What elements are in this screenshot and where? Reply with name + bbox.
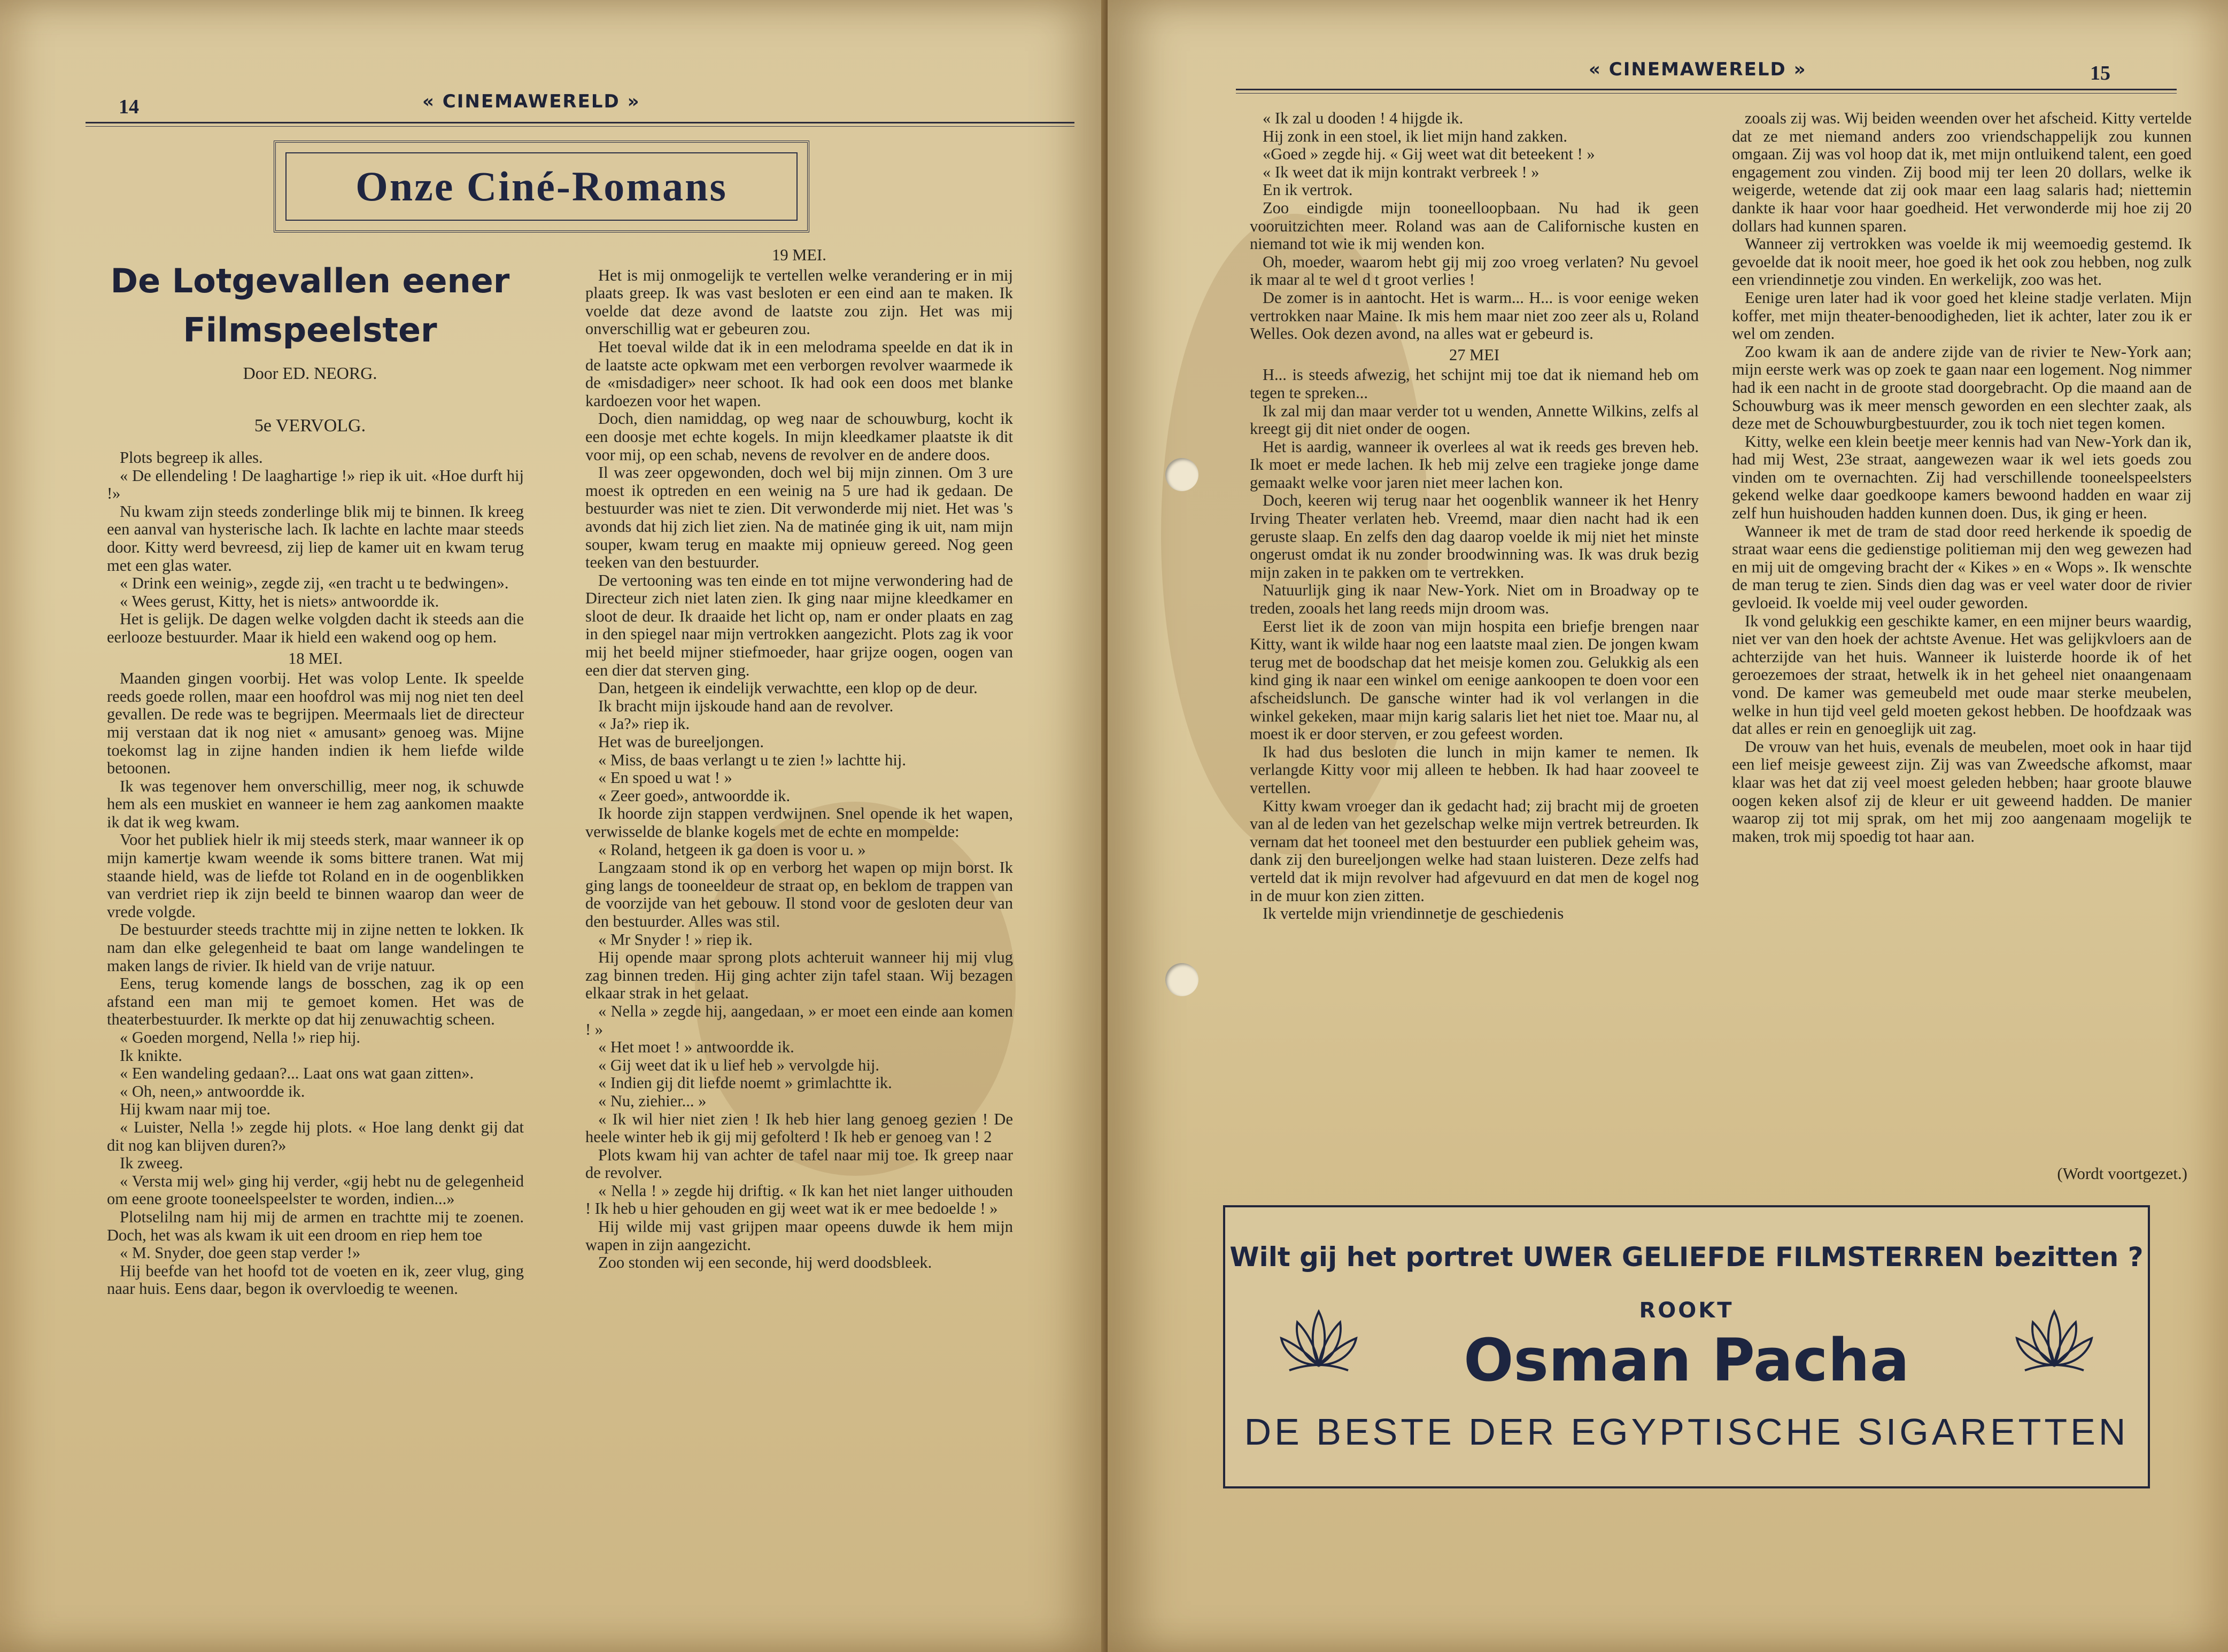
series-title: Onze Ciné-Romans	[355, 163, 728, 210]
paragraph: Hij kwam naar mij toe.	[120, 1100, 271, 1119]
paragraph: « Nella » zegde hij, aangedaan, » er moet een einde aan komen ! »	[585, 1002, 1013, 1038]
paragraph: Il was zeer opgewonden, doch wel bij mijn zinnen. Om 3 ure moest ik optreden en een weinig na 5 ure had ik gedaan. De bestuurder was niet te zien. Dit verwonderde mij niet. Het was 's avonds dat hij zich liet zien. Na de matinée ging ik uit, nam mijn souper, kwam terug en maakte mij opnieuw gereed. Nog geen teeken van den bestuurder.	[585, 463, 1013, 572]
paragraph: « Gij weet dat ik u lief heb » vervolgde hij.	[598, 1056, 879, 1074]
paragraph: « Versta mij wel» ging hij verder, «gij hebt nu de gelegenheid om eene groote tooneelspeelster te worden, indien...»	[107, 1172, 524, 1208]
paragraph: Ik had dus besloten die lunch in mijn kamer te nemen. Ik verlangde Kitty voor mij alleen te hebben. Ik had haar zooveel te vertellen.	[1250, 742, 1699, 797]
paragraph: « De ellendeling ! De laaghartige !» riep ik uit. «Hoe durft hij !»	[107, 466, 524, 503]
text-column-1	[107, 449, 524, 1555]
paragraph: Ik vond gelukkig een geschikte kamer, en een mijner beurs waardig, niet ver van den hoek der achtste Avenue. Het was gelijkvloers aan de achterzijde van het huis. Wanneer ik luisterde hoorde ik of het geroezemoes der straat, hetwelk ik in het geheel niet onaangenaam vond. De kamer was gemeubeld met oude maar sterke meubelen, welke in hun tijd veel geld moeten gekost hebben. De hoofdzaak was dat alles er rein en genoeglijk uit zag.	[1732, 611, 2192, 738]
left-page	[0, 0, 1108, 1652]
paragraph: « Ik weet dat ik mijn kontrakt verbreek ! »	[1263, 162, 1540, 181]
paragraph: Hij opende maar sprong plots achteruit wanneer hij mij vlug zag binnen treden. Hij ging achter zijn tafel staan. Wij bezagen elkaar strak in het gelaat.	[585, 948, 1013, 1003]
paragraph: Maanden gingen voorbij. Het was volop Lente. Ik speelde reeds goede rollen, maar een hoofdrol was mij nog niet ten deel gevallen. De rede was te begrijpen. Meermaals liet de directeur mij verstaan dat ik nog niet « amusant» genoeg was. Mijne toekomst lag in zijne handen indien ik hem liefde wilde betoonen.	[107, 669, 524, 778]
paragraph: De zomer is in aantocht. Het is warm... H... is voor eenige weken vertrokken naar Maine. Ik mis hem maar niet zoo zeer als u, Roland Welles. Ook dezen avond, na alles wat er gebeurd is.	[1250, 288, 1699, 343]
paragraph: « Ja?» riep ik.	[598, 715, 690, 733]
paragraph: « Drink een weinig», zegde zij, «en tracht u te bedwingen».	[120, 574, 509, 593]
running-head: « CINEMAWERELD »	[422, 91, 640, 112]
cigarette-advertisement	[1223, 1205, 2150, 1488]
paragraph: Het toeval wilde dat ik in een melodrama speelde en dat ik in de laatste acte opkwam met een verborgen revolver waarmede ik de «misdadiger» neer schoot. Ik had ook een doos met blanke kardoezen voor het wapen.	[585, 337, 1013, 410]
text-column-2	[585, 243, 1013, 1558]
binding-hole	[1165, 458, 1198, 491]
paragraph: « Wees gerust, Kitty, het is niets» antwoordde ik.	[120, 592, 439, 610]
paragraph: Doch, keeren wij terug naar het oogenblik wanneer ik het Henry Irving Theater verlaten heb. Vreemd, maar dien nacht had ik een geruste slaap. En zelfs den dag daarop voelde ik mij niet het minste ongerust omdat ik nu zonder broodwinning was. Ik was druk bezig mijn zaken in te pakken om te vertrekken.	[1250, 491, 1699, 581]
page-number: 14	[119, 96, 139, 118]
paragraph: «Goed » zegde hij. « Gij weet wat dit beteekent ! »	[1263, 145, 1595, 164]
paragraph: Hij zonk in een stoel, ik liet mijn hand zakken.	[1263, 127, 1568, 145]
story-title-line: De Lotgevallen eener	[110, 261, 510, 300]
ad-slogan: DE BESTE DER EGYPTISCHE SIGARETTEN	[1244, 1411, 2129, 1453]
paragraph: « Oh, neen,» antwoordde ik.	[120, 1082, 305, 1100]
page-number: 15	[2090, 62, 2110, 84]
paragraph: Plots begreep ik alles.	[120, 448, 263, 467]
paragraph: zooals zij was. Wij beiden weenden over het afscheid. Kitty vertelde dat ze met niemand anders zoo vriendschappelijk zou kunnen omgaan. Zij was vol hoop dat ik, met mijn ontluikend talent, een goed engagement zou vinden. Zij bood mij ter leen 20 dollars, welke ik weigerde, wetende dat zij ook maar een laag salaris had; niettemin dankte ik haar voor haar goedheid. Het verwonderde mij hoe zij 20 dollars had kunnen sparen.	[1732, 109, 2192, 235]
paragraph: Oh, moeder, waarom hebt gij mij zoo vroeg verlaten? Nu gevoel ik maar al te wel d t groot verlies !	[1250, 252, 1699, 289]
header-rule-thin	[86, 126, 1074, 127]
paragraph: De vertooning was ten einde en tot mijne verwondering had de Directeur zich niet laten zien. Ik ging naar mijne kleedkamer en sloot de deur. Ik draaide het licht op, nam er onder plaats en zag in den spiegel naar mijn vertrokken aangezicht. Plots zag ik voor mij het beeld mijner stiefmoeder, haar grijze oogen, oogen van een dier dat sterven ging.	[585, 571, 1013, 679]
paragraph: « Luister, Nella !» zegde hij plots. « Hoe lang denkt gij dat dit nog kan blijven duren?»	[107, 1118, 524, 1154]
running-head: « CINEMAWERELD »	[1589, 59, 1807, 80]
paragraph: En ik vertrok.	[1263, 181, 1353, 199]
paragraph: « En spoed u wat ! »	[598, 769, 732, 787]
diary-date: 27 MEI	[1449, 345, 1500, 364]
binding-hole	[1165, 963, 1198, 996]
paragraph: Nu kwam zijn steeds zonderlinge blik mij te binnen. Ik kreeg een aanval van hysterische lach. Ik lachte en lachte maar steeds door. Kitty werd bevreesd, zij liep de kamer uit en kwam terug met een glas water.	[107, 502, 524, 575]
paragraph: Het is mij onmogelijk te vertellen welke verandering er in mij plaats greep. Ik was vast besloten er een eind aan te maken. Ik voelde dat deze avond de laatste zou zijn. Het was mij onverschillig wat er gebeuren zou.	[585, 266, 1013, 338]
header-rule	[86, 122, 1074, 123]
paragraph: « Nella ! » zegde hij driftig. « Ik kan het niet langer uithouden ! Ik heb u hier gehouden en gij weet wat ik er mee bedoelde ! »	[585, 1181, 1013, 1218]
paragraph: Natuurlijk ging ik naar New-York. Niet om in Broadway op te treden, zooals het lang reeds mijn droom was.	[1250, 581, 1699, 618]
paragraph: De vrouw van het huis, evenals de meubelen, moet ook in haar tijd een lief meisje geweest zijn. Zij was van Zweedsche afkomst, maar klaar was het dat zij veel moest geleden hebben; haar groote blauwe oogen keken alsof zij de kleur er uit geweend hadden. De manier waarop zij tot mij sprak, om het mij zoo aangenaam mogelijk te maken, trok mij spoedig tot haar aan.	[1732, 737, 2192, 846]
paragraph: Eens, terug komende langs de bosschen, zag ik op een afstand een man mij te gemoet komen. Het was de theaterbestuurder. Ik merkte op dat hij zenuwachtig scheen.	[107, 974, 524, 1029]
paragraph: Ik knikte.	[120, 1046, 182, 1065]
paragraph: « Roland, hetgeen ik ga doen is voor u. »	[598, 840, 866, 859]
paragraph: Ik zweeg.	[120, 1154, 183, 1173]
paragraph: Eenige uren later had ik voor goed het kleine stadje verlaten. Mijn koffer, met mijn theater-benoodigheden, liet ik achter, later zou ik er wel om zenden.	[1732, 288, 2192, 343]
paragraph: De bestuurder steeds trachtte mij in zijne netten te lokken. Ik nam dan elke gelegenheid te baat om lange wandelingen te maken langs de rivier. Ik hield van de vrije natuur.	[107, 920, 524, 975]
paragraph: H... is steeds afwezig, het schijnt mij toe dat ik niemand heb om tegen te spreken...	[1250, 366, 1699, 402]
paragraph: Ik zal mij dan maar verder tot u wenden, Annette Wilkins, zelfs al kreegt gij dit niet onder de oogen.	[1250, 401, 1699, 438]
ad-smoke-label: ROOKT	[1639, 1298, 1734, 1323]
paragraph: « M. Snyder, doe geen stap verder !»	[120, 1244, 361, 1262]
paragraph: « Ik wil hier niet zien ! Ik heb hier lang genoeg gezien ! De heele winter heb ik gij mij gefolterd ! Ik heb er genoeg van ! 2	[585, 1110, 1013, 1146]
sequel-label: 5e VERVOLG.	[254, 416, 366, 436]
paragraph: Kitty kwam vroeger dan ik gedacht had; zij bracht mij de groeten van al de leden van het gezelschap welke mijn vertrek betreurden. Ik vernam dat het tooneel met den bestuurder een publiek geheim was, dank zij den bureeljongen welke had staan luisteren. Deze zelfs had verteld dat ik mijn revolver had afgevuurd en dat men de kogel nog in de muur kon zien zitten.	[1250, 796, 1699, 905]
paragraph: Hij wilde mij vast grijpen maar opeens duwde ik hem mijn wapen in zijn aangezicht.	[585, 1217, 1013, 1254]
paragraph: Het is gelijk. De dagen welke volgden dacht ik steeds aan die eerlooze bestuurder. Maar ik hield een wakend oog op hem.	[107, 610, 524, 646]
byline: Door ED. NEORG.	[243, 363, 377, 383]
text-column-4	[1732, 110, 2192, 1157]
paragraph: Eerst liet ik de zoon van mijn hospita een briefje brengen naar Kitty, want ik wilde haar nog een laatste maal zien. De jongen kwam terug met de boodschap dat het meisje komen zou. Gelukkig als een kind ging ik naar een winkel om eenige aankoopen te doen voor een afscheidslunch. De gansche winter had ik vol verlangen in die winkel gekeken, maar mijn karig salaris liet het niet toe. Maar nu, al moest ik er door sterven, er zou gefeest worden.	[1250, 617, 1699, 743]
paragraph: Wanneer zij vertrokken was voelde ik mij weemoedig gestemd. Ik gevoelde dat ik nooit meer, hoe goed ik het ook zou hebben, nog zulk een vriendinnetje zou vinden. En werkelijk, zoo was het.	[1732, 235, 2192, 289]
paragraph: Voor het publiek hielr ik mij steeds sterk, maar wanneer ik op mijn kamertje kwam weende ik soms bittere tranen. Wat mij staande hield, was de liefde tot Roland en in de oogenblikken van verdriet riep ik zijn beeld te binnen waarop dan weer de vrede volgde.	[107, 831, 524, 921]
paragraph: Ik bracht mijn ijskoude hand aan de revolver.	[598, 696, 894, 715]
continued-note: (Wordt voortgezet.)	[2057, 1164, 2187, 1183]
paragraph: « Nu, ziehier... »	[598, 1091, 707, 1110]
story-title-line: Filmspeelster	[183, 311, 437, 350]
header-rule	[1236, 89, 2177, 90]
diary-date: 19 MEI.	[772, 246, 826, 264]
ad-brand-name: Osman Pacha	[1463, 1326, 1910, 1394]
paragraph: « Het moet ! » antwoordde ik.	[598, 1038, 794, 1057]
paragraph: Kitty, welke een klein beetje meer kennis had van New-York dan ik, had mij West, 23e straat, aangewezen waar ik wel iets goeds zou vinden om te overnachten. Zij had verschillende tooneelspeelsters gekend welke daar goedkoope kamers bewoond hadden en waar zij zelf hun huishouden hadden kunnen doen. Dus, ik ging er heen.	[1732, 432, 2192, 523]
paragraph: Plots kwam hij van achter de tafel naar mij toe. Ik greep naar de revolver.	[585, 1145, 1013, 1182]
paragraph: Het is aardig, wanneer ik overlees al wat ik reeds ges breven heb. Ik moet er mede lachen. Ik heb mij zelve een tragieke jonge dame gemaakt welke voor jaren niet meer lachen kon.	[1250, 437, 1699, 492]
text-column-3	[1250, 110, 1699, 1184]
paragraph: Dan, hetgeen ik eindelijk verwachtte, een klop op de deur.	[598, 679, 978, 697]
paragraph: Zoo stonden wij een seconde, hij werd doodsbleek.	[598, 1253, 932, 1272]
series-title-box	[274, 141, 809, 232]
paragraph: Zoo eindigde mijn tooneelloopbaan. Nu had ik geen vooruitzichten meer. Roland was aan de Californische kusten en niemand tot wie ik mij wenden kon.	[1250, 198, 1699, 253]
paragraph: « Ik zal u dooden ! 4 hijgde ik.	[1263, 109, 1464, 127]
paragraph: « Mr Snyder ! » riep ik.	[598, 930, 753, 949]
header-rule-thin	[1236, 93, 2177, 94]
paragraph: Langzaam stond ik op en verborg het wapen op mijn borst. Ik ging langs de tooneeldeur de straat op, en beklom de trappen van de voorzijde van het gebouw. Il stond voor de gesloten deur van den bestuurder. Alles was stil.	[585, 858, 1013, 930]
paragraph: Hij beefde van het hoofd tot de voeten en ik, zeer vlug, ging naar huis. Eens daar, begon ik overvloedig te weenen.	[107, 1261, 524, 1298]
story-title	[107, 257, 513, 355]
paragraph: Ik hoorde zijn stappen verdwijnen. Snel opende ik het wapen, verwisselde de blanke kogels met de echte en mompelde:	[585, 804, 1013, 841]
diary-date: 18 MEI.	[288, 649, 343, 668]
paragraph: Wanneer ik met de tram de stad door reed herkende ik spoedig de straat waar eens die gedienstige politieman mij den weg gewezen had en mij uit de omgeving bracht der « Kikes » en « Wops ». Ik wenschte de man terug te zien. Sinds dien dag was er veel water door de rivier gevloeid. Ik voelde mij veel ouder geworden.	[1732, 522, 2192, 612]
ad-headline: Wilt gij het portret UWER GELIEFDE FILMSTERREN bezitten ?	[1229, 1242, 2144, 1273]
paragraph: « Een wandeling gedaan?... Laat ons wat gaan zitten».	[120, 1064, 474, 1083]
paragraph: Ik was tegenover hem onverschillig, meer nog, ik schuwde hem als een muskiet en wanneer ie hem zag aankomen maakte ik dat ik weg kwam.	[107, 777, 524, 831]
paragraph: « Miss, de baas verlangt u te zien !» lachtte hij.	[598, 750, 906, 769]
paragraph: Zoo kwam ik aan de andere zijde van de rivier te New-York aan; mijn eerste werk was op zoek te gaan naar een logement. Nog nimmer had ik een nacht in de groote stad doorgebracht. Op die maand aan de Schouwburg was ik meer mensch geworden en een slechter zaak, als deze met de Schouwburgbestuurder, zou ik toch niet tegen komen.	[1732, 342, 2192, 433]
paragraph: « Zeer goed», antwoordde ik.	[598, 786, 791, 805]
paragraph: Ik vertelde mijn vriendinnetje de geschiedenis	[1263, 904, 1564, 923]
paragraph: Doch, dien namiddag, op weg naar de schouwburg, kocht ik een doosje met echte kogels. In mijn kleedkamer plaatste ik dit voor mij, op een schab, nevens de revolver en de andere doos.	[585, 409, 1013, 464]
paragraph: Plotselilng nam hij mij de armen en trachtte mij te zoenen. Doch, het was als kwam ik uit een droom en riep hem toe	[107, 1207, 524, 1244]
paragraph: « Goeden morgend, Nella !» riep hij.	[120, 1028, 361, 1046]
paragraph: Het was de bureeljongen.	[598, 733, 764, 751]
paragraph: « Indien gij dit liefde noemt » grimlachtte ik.	[598, 1074, 892, 1092]
